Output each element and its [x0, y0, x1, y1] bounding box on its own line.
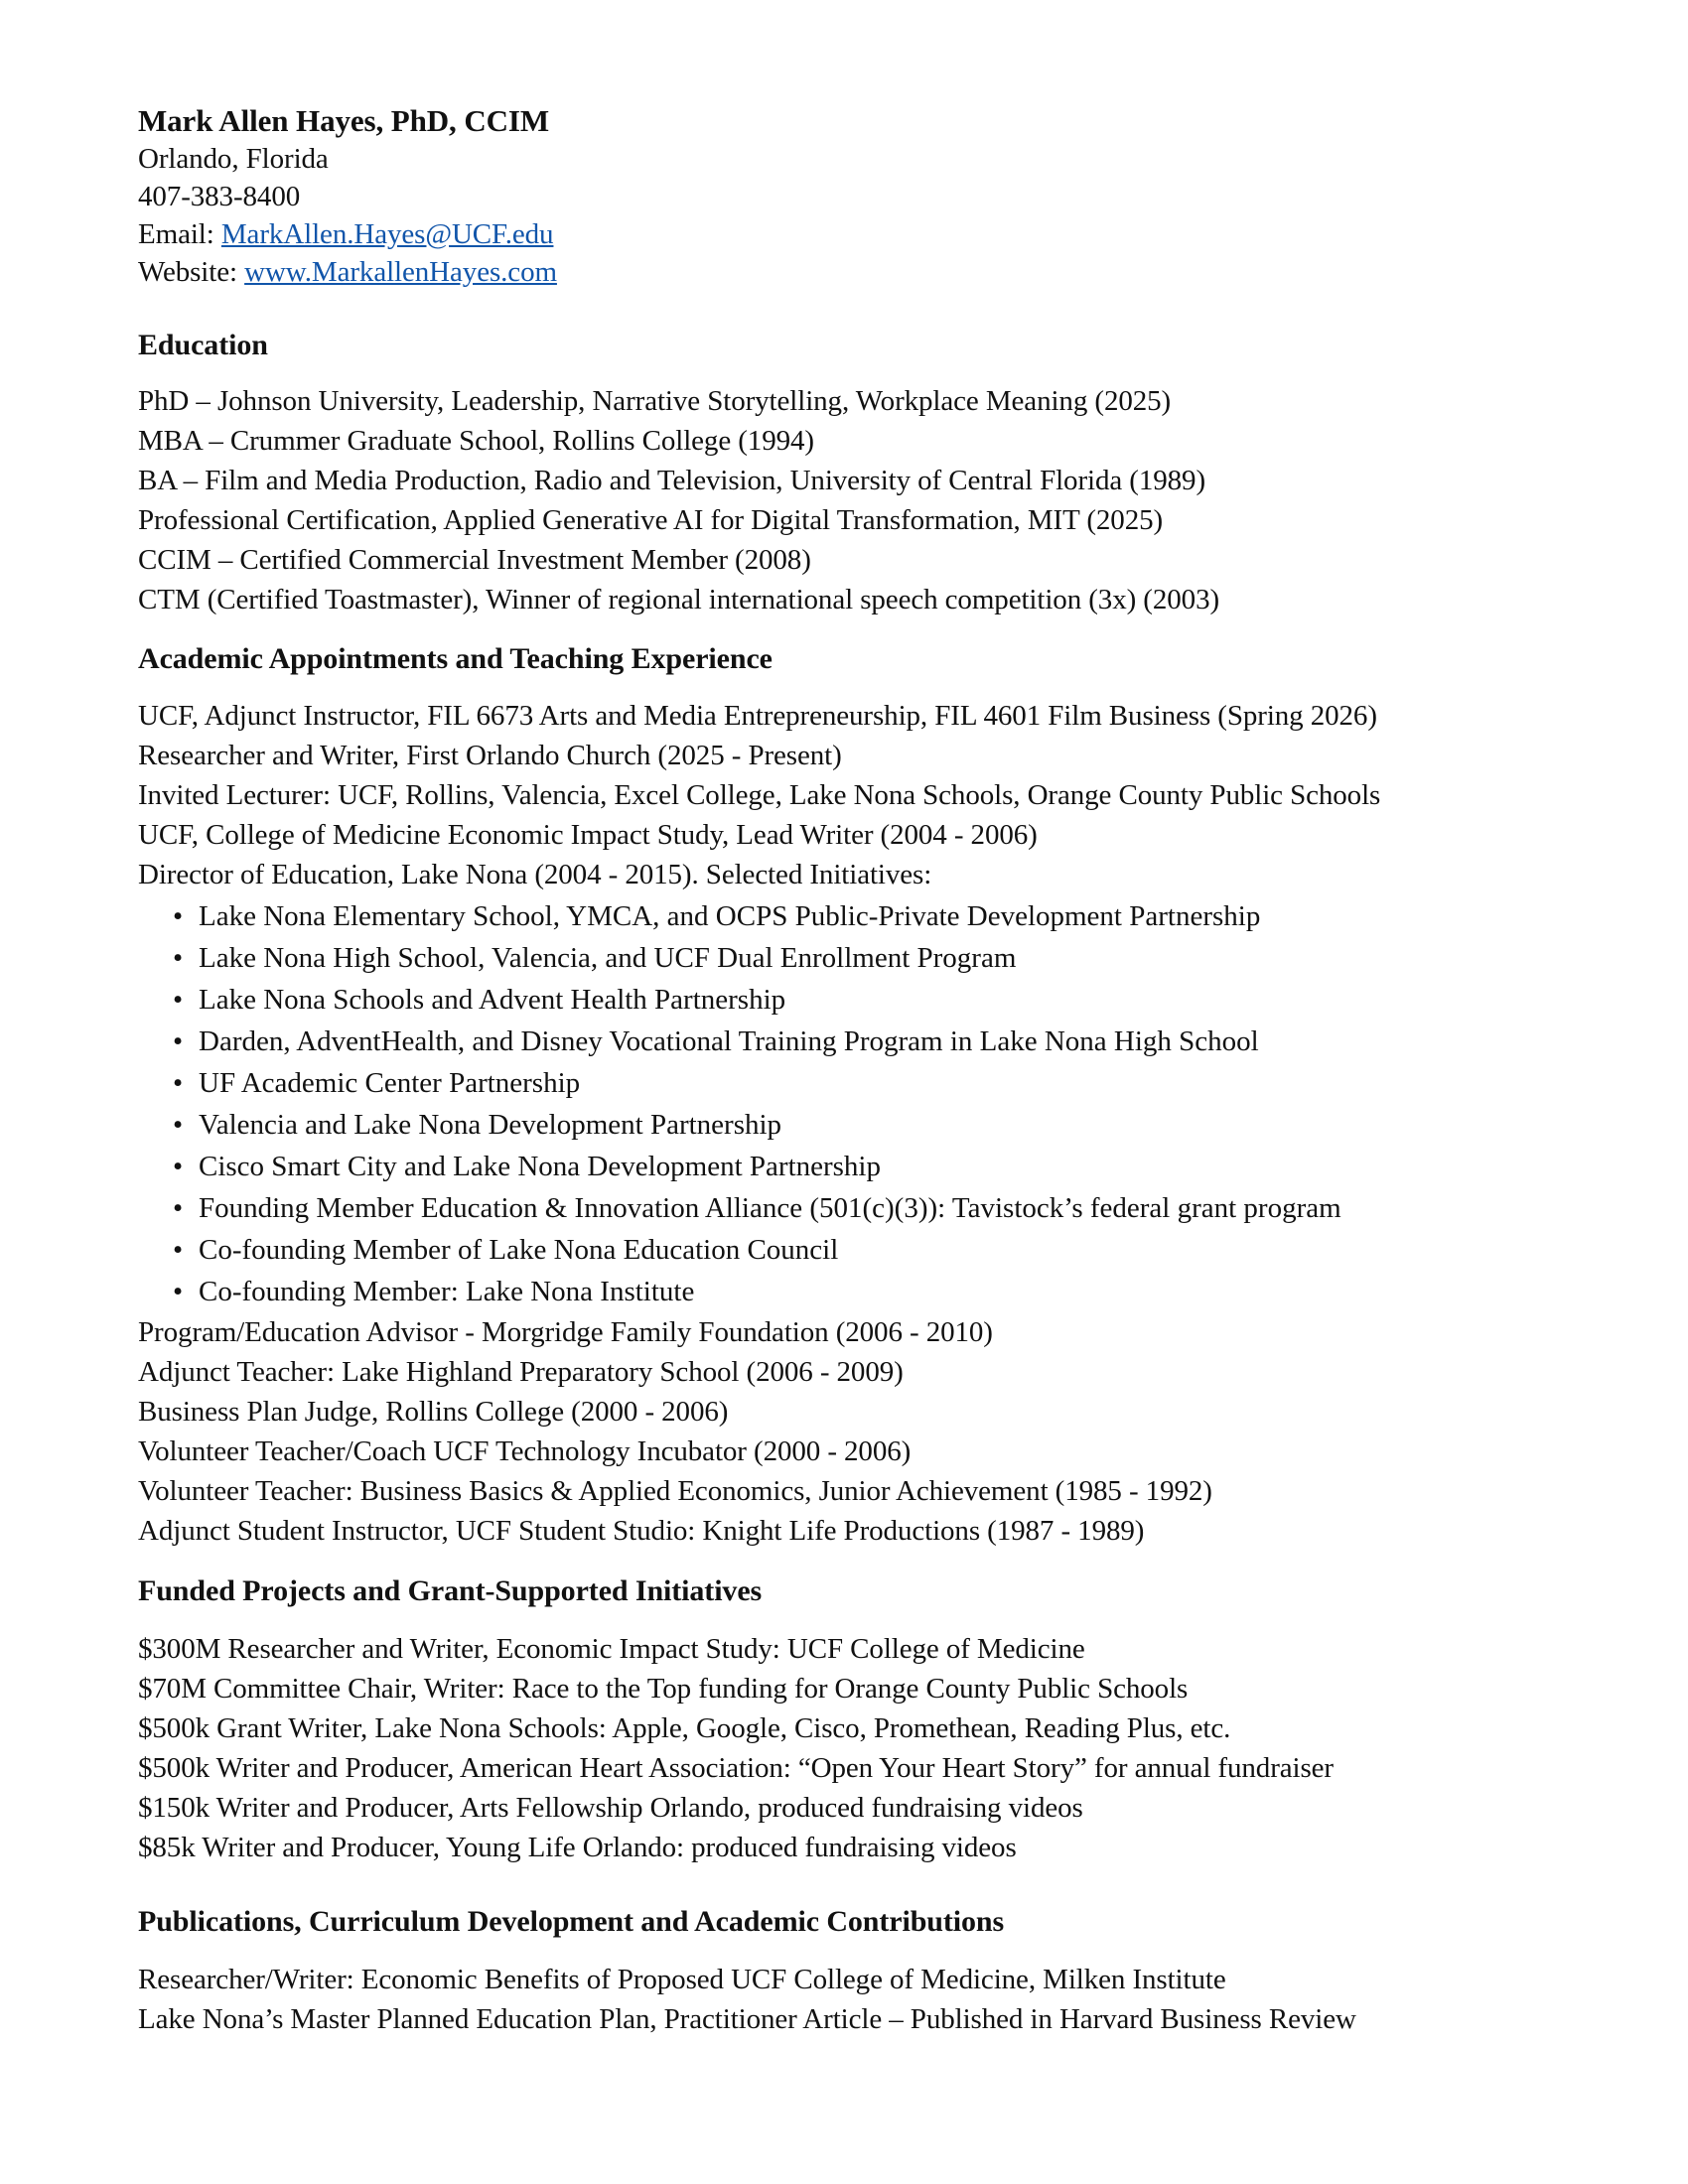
website-line [138, 253, 557, 291]
bullet-text: Co-founding Member of Lake Nona Education Council [199, 1234, 839, 1266]
education-item: PhD – Johnson University, Leadership, Narrative Storytelling, Workplace Meaning (2025) [138, 385, 1172, 417]
education-item: Professional Certification, Applied Generative AI for Digital Transformation, MIT (2025) [138, 504, 1164, 536]
academic-item: UCF, College of Medicine Economic Impact Study, Lead Writer (2004 - 2006) [138, 819, 1038, 851]
education-item: CTM (Certified Toastmaster), Winner of regional international speech competition (3x) (2003) [138, 584, 1220, 615]
bullet-icon: • [173, 1192, 184, 1224]
bullet-text: Founding Member Education & Innovation Alliance (501(c)(3)): Tavistock’s federal grant program [199, 1192, 1341, 1224]
academic-item: Volunteer Teacher/Coach UCF Technology Incubator (2000 - 2006) [138, 1435, 912, 1467]
academic-item: Invited Lecturer: UCF, Rollins, Valencia, Excel College, Lake Nona Schools, Orange County Public Schools [138, 779, 1381, 811]
bullet-icon: • [173, 1276, 184, 1307]
bullet-text: UF Academic Center Partnership [199, 1067, 581, 1099]
bullet-icon: • [173, 942, 184, 974]
bullet-icon: • [173, 984, 184, 1016]
bullet-text: Lake Nona Elementary School, YMCA, and OCPS Public-Private Development Partnership [199, 900, 1261, 932]
academic-item: Business Plan Judge, Rollins College (2000 - 2006) [138, 1396, 729, 1428]
academic-heading: Academic Appointments and Teaching Experience [138, 642, 773, 675]
publication-item: Researcher/Writer: Economic Benefits of Proposed UCF College of Medicine, Milken Institute [138, 1964, 1226, 1995]
funded-item: $500k Writer and Producer, American Heart Association: “Open Your Heart Story” for annual fundraiser [138, 1752, 1334, 1784]
academic-item: Director of Education, Lake Nona (2004 - 2015). Selected Initiatives: [138, 859, 932, 890]
academic-item: Volunteer Teacher: Business Basics & Applied Economics, Junior Achievement (1985 - 1992) [138, 1475, 1212, 1507]
bullet-icon: • [173, 1025, 184, 1057]
bullet-icon: • [173, 1109, 184, 1141]
education-item: CCIM – Certified Commercial Investment Member (2008) [138, 544, 811, 576]
location: Orlando, Florida [138, 143, 329, 175]
academic-item: Program/Education Advisor - Morgridge Family Foundation (2006 - 2010) [138, 1316, 993, 1348]
education-item: MBA – Crummer Graduate School, Rollins College (1994) [138, 425, 814, 457]
funded-item: $300M Researcher and Writer, Economic Impact Study: UCF College of Medicine [138, 1633, 1085, 1665]
publication-item: Lake Nona’s Master Planned Education Plan, Practitioner Article – Published in Harvard Business Review [138, 2003, 1356, 2035]
email-line [138, 215, 553, 253]
funded-heading: Funded Projects and Grant-Supported Initiatives [138, 1574, 763, 1607]
bullet-icon: • [173, 900, 184, 932]
bullet-text: Darden, AdventHealth, and Disney Vocational Training Program in Lake Nona High School [199, 1025, 1259, 1057]
education-heading: Education [138, 329, 268, 361]
bullet-text: Cisco Smart City and Lake Nona Development Partnership [199, 1151, 881, 1182]
bullet-text: Co-founding Member: Lake Nona Institute [199, 1276, 695, 1307]
funded-item: $70M Committee Chair, Writer: Race to the Top funding for Orange County Public Schools [138, 1673, 1189, 1705]
bullet-icon: • [173, 1151, 184, 1182]
academic-item: Adjunct Student Instructor, UCF Student Studio: Knight Life Productions (1987 - 1989) [138, 1515, 1145, 1547]
education-item: BA – Film and Media Production, Radio and Television, University of Central Florida (1989) [138, 465, 1206, 496]
funded-item: $500k Grant Writer, Lake Nona Schools: Apple, Google, Cisco, Promethean, Reading Plus, etc. [138, 1712, 1231, 1744]
website-label: Website: [138, 256, 237, 288]
candidate-name: Mark Allen Hayes, PhD, CCIM [138, 103, 550, 138]
academic-item: Adjunct Teacher: Lake Highland Preparatory School (2006 - 2009) [138, 1356, 904, 1388]
email-label: Email: [138, 218, 214, 250]
bullet-icon: • [173, 1067, 184, 1099]
email-link[interactable]: MarkAllen.Hayes@UCF.edu [220, 218, 554, 250]
academic-item: UCF, Adjunct Instructor, FIL 6673 Arts and Media Entrepreneurship, FIL 4601 Film Business (Spring 2026) [138, 700, 1377, 732]
phone-number: 407-383-8400 [138, 181, 301, 212]
academic-item: Researcher and Writer, First Orlando Church (2025 - Present) [138, 740, 842, 771]
bullet-text: Valencia and Lake Nona Development Partnership [199, 1109, 782, 1141]
website-link[interactable]: www.MarkallenHayes.com [244, 256, 557, 288]
bullet-text: Lake Nona Schools and Advent Health Partnership [199, 984, 786, 1016]
funded-item: $85k Writer and Producer, Young Life Orlando: produced fundraising videos [138, 1832, 1017, 1863]
publications-heading: Publications, Curriculum Development and Academic Contributions [138, 1905, 1005, 1938]
bullet-icon: • [173, 1234, 184, 1266]
funded-item: $150k Writer and Producer, Arts Fellowship Orlando, produced fundraising videos [138, 1792, 1083, 1824]
bullet-text: Lake Nona High School, Valencia, and UCF Dual Enrollment Program [199, 942, 1017, 974]
